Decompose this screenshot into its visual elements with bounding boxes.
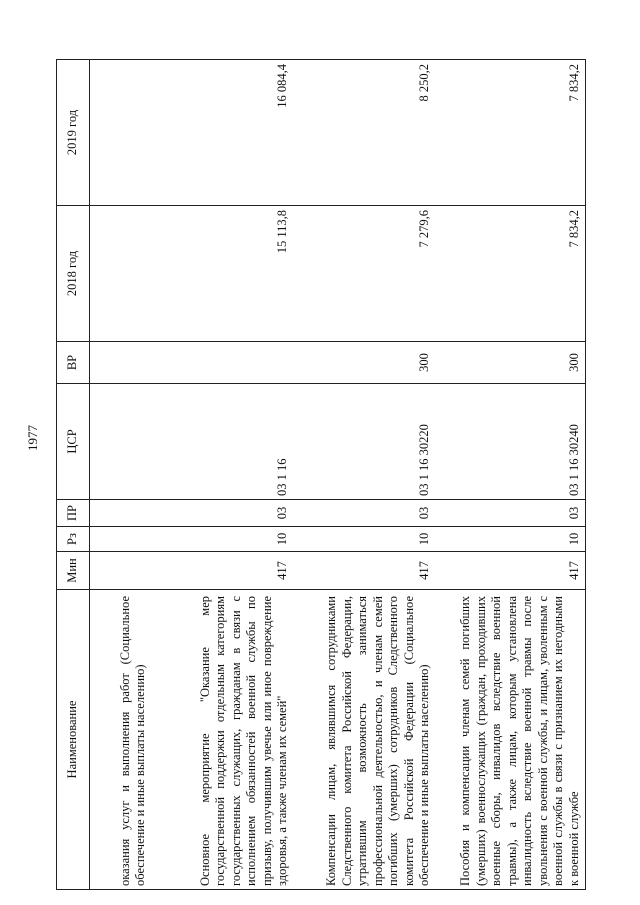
row-vr: 300 bbox=[436, 342, 586, 384]
row-2019 bbox=[90, 60, 152, 206]
row-2019: 16 084,4 bbox=[152, 60, 294, 206]
row-min: 417 bbox=[294, 552, 436, 590]
row-2019: 7 834,2 bbox=[436, 60, 586, 206]
header-pr: ПР bbox=[57, 500, 90, 527]
header-2019: 2019 год bbox=[57, 60, 90, 206]
table-row bbox=[294, 60, 436, 890]
row-name: оказания услуг и выполнения работ (Социальное обеспечение и иные выплаты населению) bbox=[90, 590, 152, 890]
row-rz: 10 bbox=[152, 527, 294, 552]
row-name: Основное мероприятие "Оказание мер государственной поддержки отдельным категориям государственных служащих, гражданам в связи с исполнением обязанностей военной службы по призыву, получившим увечье или иное повреждение здоровья, а также членам их семей" bbox=[152, 590, 294, 890]
header-rz: Рз bbox=[57, 527, 90, 552]
table-row bbox=[152, 60, 294, 890]
row-pr bbox=[90, 500, 152, 527]
header-vr: ВР bbox=[57, 342, 90, 384]
row-csr bbox=[90, 384, 152, 500]
row-2018: 7 834,2 bbox=[436, 206, 586, 342]
row-2018: 15 113,8 bbox=[152, 206, 294, 342]
row-vr bbox=[152, 342, 294, 384]
row-min: 417 bbox=[436, 552, 586, 590]
table-header bbox=[57, 60, 90, 890]
row-rz bbox=[90, 527, 152, 552]
budget-table bbox=[56, 59, 586, 890]
row-vr: 300 bbox=[294, 342, 436, 384]
row-min bbox=[90, 552, 152, 590]
row-csr: 03 1 16 30220 bbox=[294, 384, 436, 500]
row-csr: 03 1 16 bbox=[152, 384, 294, 500]
table-row bbox=[436, 60, 586, 890]
row-name: Компенсации лицам, являвшимся сотрудниками Следственного комитета Российской Федерации, утратившим возможность заниматься профессиональной деятельностью, и членам семей погибших (умерших) сотрудников Следственного комитета Российской Федерации (Социальное обеспечение и иные выплаты населению) bbox=[294, 590, 436, 890]
header-min: Мин bbox=[57, 552, 90, 590]
row-pr: 03 bbox=[152, 500, 294, 527]
row-rz: 10 bbox=[436, 527, 586, 552]
row-vr bbox=[90, 342, 152, 384]
row-pr: 03 bbox=[294, 500, 436, 527]
page-number: 1977 bbox=[25, 425, 40, 451]
rotated-table-container bbox=[56, 60, 618, 890]
row-pr: 03 bbox=[436, 500, 586, 527]
table-row bbox=[90, 60, 152, 890]
header-name: Наименование bbox=[57, 590, 90, 890]
header-2018: 2018 год bbox=[57, 206, 90, 342]
header-csr: ЦСР bbox=[57, 384, 90, 500]
row-name: Пособия и компенсации членам семей погибших (умерших) военнослужащих (граждан, проходивших военные сборы, инвалидов вследствие военной травмы), а также лицам, которым установлена инвалидность вследствие военной травмы после увольнения с военной службы, и лицам, уволенным с военной службы в связи с признанием их негодными к военной службе bbox=[436, 590, 586, 890]
row-rz: 10 bbox=[294, 527, 436, 552]
row-2018: 7 279,6 bbox=[294, 206, 436, 342]
row-2018 bbox=[90, 206, 152, 342]
row-min: 417 bbox=[152, 552, 294, 590]
row-2019: 8 250,2 bbox=[294, 60, 436, 206]
row-csr: 03 1 16 30240 bbox=[436, 384, 586, 500]
